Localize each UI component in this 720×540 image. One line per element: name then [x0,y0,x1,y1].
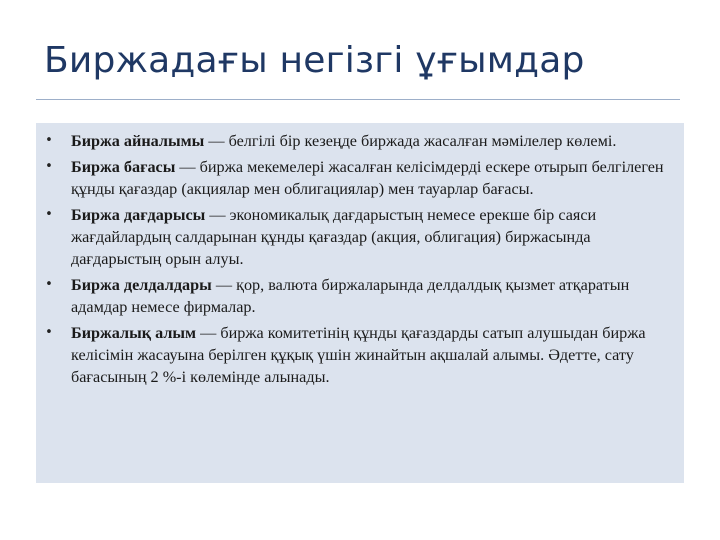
term-label: Биржа айналымы [71,132,205,150]
bullet-dot-icon: • [45,159,53,174]
list-item-brokers [36,274,684,318]
definition-text: — белгілі бір кезеңде биржада жасалған мәмілелер көлемі. [204,132,617,150]
slide-title: Биржадағы негізгі ұғымдар [44,40,585,81]
title-divider [36,99,680,100]
list-item-turnover [36,130,684,152]
list-item-fee [36,322,684,388]
term-label: Биржа дағдарысы [71,206,206,224]
bullet-dot-icon: • [45,207,53,222]
list-item-crisis [36,204,684,270]
bullet-dot-icon: • [45,133,53,148]
content-box [36,123,684,483]
definition-text: — биржа комитетінің құнды қағаздарды сатып алушыдан биржа келісімін жасауына берілген құқық үшін жинайтын ақшалай алымы. Әдетте, сату бағасының 2 %-і көлемінде алынады. [71,324,646,386]
definition-text: — экономикалық дағдарыстың немесе ерекше бір саяси жағдайлардың салдарынан құнды қағаздар (акция, облигация) биржасында дағдарыстың орын алуы. [71,206,597,268]
term-label: Биржалық алым [71,324,197,342]
bullet-dot-icon: • [45,277,53,292]
definition-text: — биржа мекемелері жасалған келісімдерді ескере отырып белгілеген құнды қағаздар (акциялар мен облигациялар) мен тауарлар бағасы. [71,158,664,198]
list-item-price [36,156,684,200]
definitions-list [36,130,684,392]
term-label: Биржа делдалдары [71,276,212,294]
bullet-dot-icon: • [45,325,53,340]
definition-text: — қор, валюта биржаларында делдалдық қызмет атқаратын адамдар немесе фирмалар. [71,276,630,316]
term-label: Биржа бағасы [71,158,176,176]
